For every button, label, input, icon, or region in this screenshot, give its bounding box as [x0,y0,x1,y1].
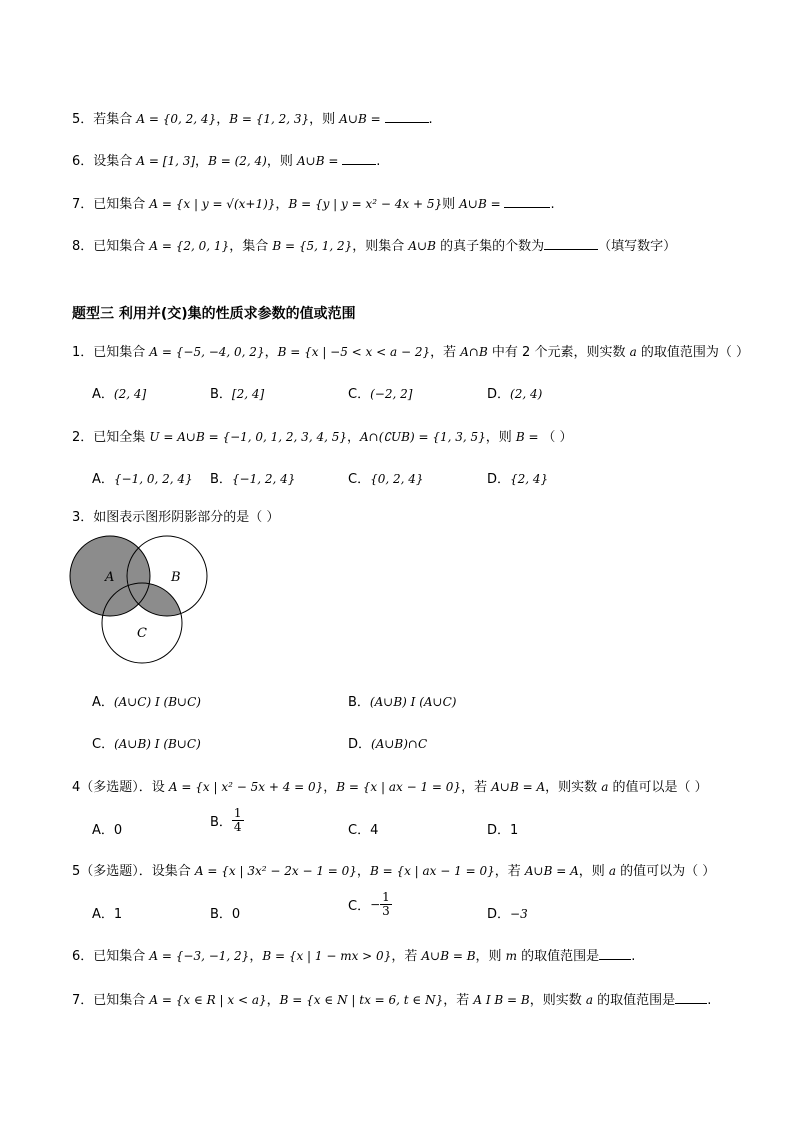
minus-sign: − [370,897,381,912]
label-a: A [105,570,115,585]
period: . [550,197,555,212]
question-5-set-union [72,108,433,127]
question-text: 已知全集 [93,430,150,445]
option-value: 1 [113,907,123,922]
answer-blank [342,152,376,165]
set-a: A = {0, 2, 4} [136,112,217,126]
question-text: 设集合 [151,864,195,879]
option-value: 4 [370,823,379,838]
set-b: B = {x | ax − 1 = 0} [336,780,462,794]
option-label: C． [348,387,371,402]
period: . [428,112,433,127]
question-text: （ ） [542,430,573,445]
question-text: ，则 [475,949,506,964]
variable: a [601,780,609,794]
question-number: 5（多选题）． [72,864,152,879]
option-label: D． [487,907,511,922]
option-c[interactable] [92,733,201,752]
question-text: ，若 [494,864,525,879]
set-b: B = {5, 1, 2} [272,239,353,253]
option-a[interactable] [92,903,122,922]
option-value: {−1, 0, 2, 4} [113,472,193,486]
option-a[interactable] [92,383,146,402]
set-b: B = {x | 1 − mx > 0} [262,949,392,963]
label-b: B [171,570,181,585]
set-b: B = {x ∈ N | tx = 6, t ∈ N} [279,993,444,1007]
option-value: {−1, 2, 4} [231,472,296,486]
union-expression: A∪B = [339,112,385,126]
option-value: (2, 4] [113,387,147,401]
variable: a [585,993,594,1007]
option-a[interactable] [92,468,193,487]
option-b[interactable] [210,383,264,402]
question-text: 的真子集的个数为 [435,239,545,254]
union-expression: A∪B = A [491,780,546,794]
question-text: 如图表示图形阴影部分的是（ ） [93,510,280,525]
question-text: 的值可以是（ ） [608,780,708,795]
set-a: A = {x | x² − 5x + 4 = 0} [168,780,324,794]
option-value: −3 [510,907,528,921]
option-label: B． [210,815,232,830]
denominator: 3 [382,904,390,918]
question-7-range [72,989,711,1008]
question-text: 已知集合 [93,949,150,964]
question-number: 1． [72,345,94,360]
option-b[interactable] [348,691,456,710]
option-label: B． [348,695,370,710]
option-value: 1 [510,823,519,838]
option-label: B． [210,472,232,487]
question-6-set-union [72,150,380,169]
option-value: (A∪B)∩C [371,737,428,751]
set-a: A = [1, 3] [136,154,196,168]
question-text: 已知集合 [93,197,150,212]
question-number: 6． [72,154,94,169]
option-value: (A∪C) I (B∪C) [113,695,201,709]
option-a[interactable] [92,819,122,838]
numerator: 1 [382,890,390,904]
intersection-expression: A∩B [460,345,488,359]
option-label: D． [487,823,511,838]
question-text: 若集合 [93,112,137,127]
question-hint: （填写数字） [598,239,677,254]
answer-blank [385,110,429,123]
variable: a [608,864,617,878]
question-number: 2． [72,430,94,445]
set-a: A = {−5, −4, 0, 2} [149,345,265,359]
separator: ， [249,949,263,964]
separator: ， [356,864,370,879]
question-text: ，集合 [229,239,273,254]
union-expression: A∪B = A [524,864,579,878]
venn-diagram [68,535,213,670]
question-number: 3． [72,510,94,525]
question-number: 8． [72,239,94,254]
question-8-proper-subsets [72,235,676,254]
option-d[interactable] [487,468,548,487]
set-b: B = {1, 2, 3} [229,112,310,126]
question-number: 7． [72,993,94,1008]
set-b: B = {x | ax − 1 = 0} [369,864,495,878]
separator: ， [216,112,230,127]
option-label: A． [92,823,114,838]
variable: a [629,345,637,359]
answer-blank [599,947,631,960]
set-a: A = {x | 3x² − 2x − 1 = 0} [194,864,357,878]
option-c[interactable] [348,819,378,838]
question-text: ，若 [391,949,422,964]
answer-blank [504,195,550,208]
option-d[interactable] [487,819,518,838]
question-number: 7． [72,197,94,212]
set-a: A = {2, 0, 1} [149,239,230,253]
option-label: A． [92,387,114,402]
section-title: 题型三 利用并(交)集的性质求参数的值或范围 [72,306,356,322]
question-text: ，则实数 [529,993,586,1008]
set-a: A = {x | y = √(x+1)} [149,197,276,211]
option-label: B． [210,907,232,922]
option-a[interactable] [92,691,201,710]
separator: ， [266,993,280,1008]
question-text: 中有 2 个元素，则实数 [487,345,630,360]
option-label: C． [348,899,371,914]
option-d[interactable] [487,383,542,402]
option-label: D． [348,737,372,752]
question-3-venn [72,506,279,525]
ask-expression: B = [515,430,543,444]
question-6-range [72,945,635,964]
question-text: ，则实数 [545,780,602,795]
option-c[interactable] [348,383,412,402]
option-b[interactable] [210,807,244,834]
denominator: 4 [233,820,242,834]
question-5-multi-choice [72,860,715,879]
question-number: 4（多选题）． [72,780,152,795]
option-label: C． [348,472,371,487]
option-label: D． [487,472,511,487]
question-text: 已知集合 [93,345,150,360]
question-text: ，若 [461,780,492,795]
numerator: 1 [233,806,242,820]
option-value: 0 [231,907,241,922]
set-b: B = {x | −5 < x < a − 2} [277,345,431,359]
variable: m [505,949,518,963]
set-a: A = {x ∈ R | x < a} [149,993,267,1007]
period: . [631,949,636,964]
question-text: 已知集合 [93,993,150,1008]
option-label: A． [92,472,114,487]
option-value: {0, 2, 4} [370,472,424,486]
option-b[interactable] [210,468,295,487]
separator: ， [346,430,360,445]
question-4-multi-choice [72,776,708,795]
question-text: ，若 [443,993,474,1008]
union-expression: A∪B = [459,197,505,211]
question-2-find-set [72,426,573,445]
question-text: ，则 [578,864,609,879]
question-text: 的取值范围为（ ） [636,345,750,360]
option-value: (A∪B) I (A∪C) [369,695,457,709]
option-label: B． [210,387,232,402]
option-c[interactable] [348,468,424,487]
question-text: ，则 [266,154,297,169]
option-d[interactable] [348,733,427,752]
fraction [232,807,244,834]
option-label: A． [92,907,114,922]
option-value: (−2, 2] [370,387,413,401]
question-text: 的取值范围是 [517,949,600,964]
separator: ， [275,197,289,212]
question-text: 已知集合 [93,239,150,254]
question-text: 设集合 [93,154,137,169]
fraction [380,891,392,918]
universal-set: U = A∪B = {−1, 0, 1, 2, 3, 4, 5} [149,430,347,444]
option-b[interactable] [210,903,240,922]
period: . [376,154,381,169]
question-number: 6． [72,949,94,964]
option-value: {2, 4} [510,472,549,486]
option-label: A． [92,695,114,710]
option-d[interactable] [487,903,528,922]
separator: ， [264,345,278,360]
union-expression: A∪B = B [421,949,476,963]
question-text: 设 [151,780,169,795]
option-c[interactable] [348,891,392,918]
intersection-expression: A I B = B [473,993,530,1007]
question-text: ，则集合 [352,239,409,254]
separator: ， [195,154,209,169]
union-expression: A∪B [408,239,436,253]
question-text: 的取值范围是 [593,993,676,1008]
answer-blank [544,237,598,250]
set-b: B = {y | y = x² − 4x + 5} [288,197,443,211]
option-value: (A∪B) I (B∪C) [114,737,201,751]
option-value: (2, 4) [510,387,543,401]
question-number: 5． [72,112,94,127]
question-7-set-union [72,193,555,212]
option-label: C． [348,823,371,838]
set-a: A = {−3, −1, 2} [149,949,250,963]
union-expression: A∪B = [296,154,343,168]
set-b: B = (2, 4) [208,154,267,168]
question-text: 则 [442,197,460,212]
question-text: ，若 [430,345,461,360]
complement-expression: A∩(∁UB) = {1, 3, 5} [360,430,486,444]
option-value: 0 [113,823,123,838]
question-text: 的值可以为（ ） [616,864,716,879]
separator: ， [323,780,337,795]
question-1-intersection-range [72,341,749,360]
question-text: ，则 [485,430,516,445]
question-text: ，则 [309,112,340,127]
period: . [707,993,712,1008]
option-value: [2, 4] [231,387,265,401]
answer-blank [675,991,707,1004]
option-label: C． [92,737,115,752]
option-label: D． [487,387,511,402]
label-c: C [137,626,147,641]
